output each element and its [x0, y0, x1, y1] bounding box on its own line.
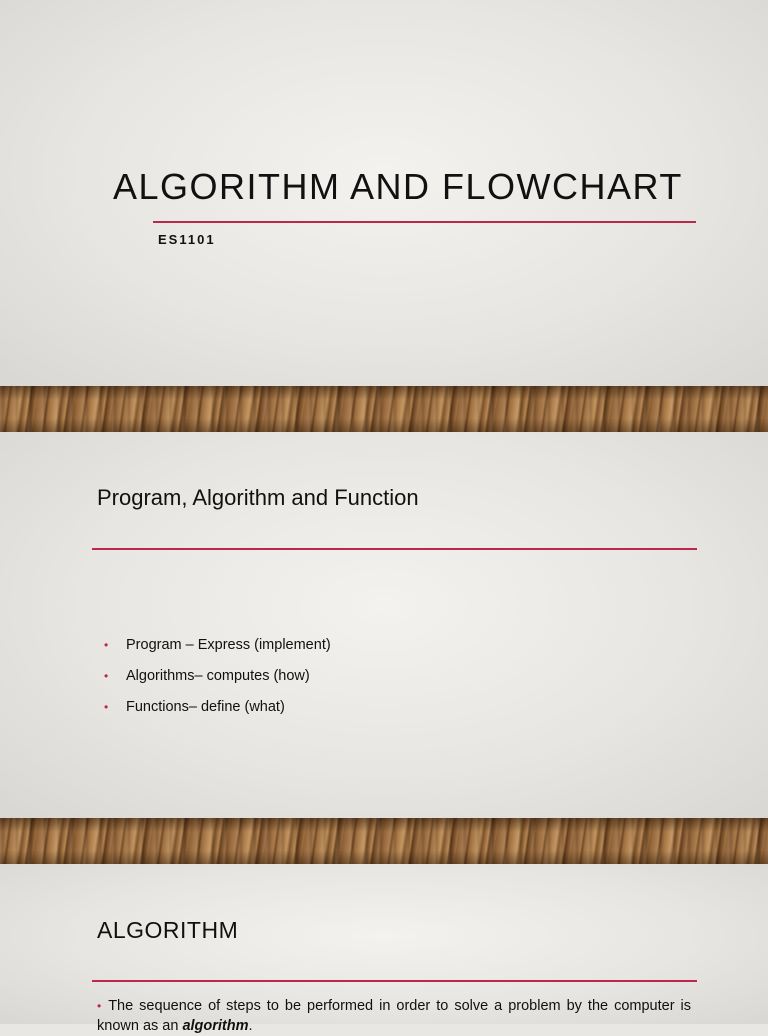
slide-1-title-rule	[153, 221, 696, 223]
wood-floor-divider	[0, 386, 768, 432]
slide-1-title: ALGORITHM AND FLOWCHART	[113, 166, 683, 207]
slide-1-subtitle: ES1101	[158, 232, 216, 247]
bullet-dot-icon: •	[97, 999, 102, 1013]
paragraph-emphasis: algorithm	[182, 1018, 249, 1034]
slide-2-bullet-list	[104, 636, 331, 729]
slide-2-title-rule	[92, 548, 697, 550]
bullet-dot-icon: •	[104, 669, 109, 683]
wood-floor-divider	[0, 818, 768, 864]
slide-3-paragraph	[97, 996, 691, 1036]
paragraph-text: The sequence of steps to be performed in order to solve a problem by the computer is known as an	[97, 998, 691, 1034]
paragraph-end: .	[248, 1018, 253, 1034]
slide-2-title: Program, Algorithm and Function	[97, 485, 419, 510]
slide-3	[0, 864, 768, 1034]
slide-2	[0, 432, 768, 818]
list-item	[104, 698, 331, 729]
bullet-dot-icon: •	[104, 700, 109, 714]
slide-3-title-rule	[92, 980, 697, 982]
slide-3-title: ALGORITHM	[97, 917, 239, 943]
bullet-text: Program – Express (implement)	[126, 637, 331, 653]
list-item	[104, 636, 331, 667]
list-item	[104, 667, 331, 698]
bullet-text: Algorithms– computes (how)	[126, 668, 310, 684]
bullet-text: Functions– define (what)	[126, 699, 285, 715]
bullet-dot-icon: •	[104, 638, 109, 652]
slide-1	[0, 0, 768, 386]
